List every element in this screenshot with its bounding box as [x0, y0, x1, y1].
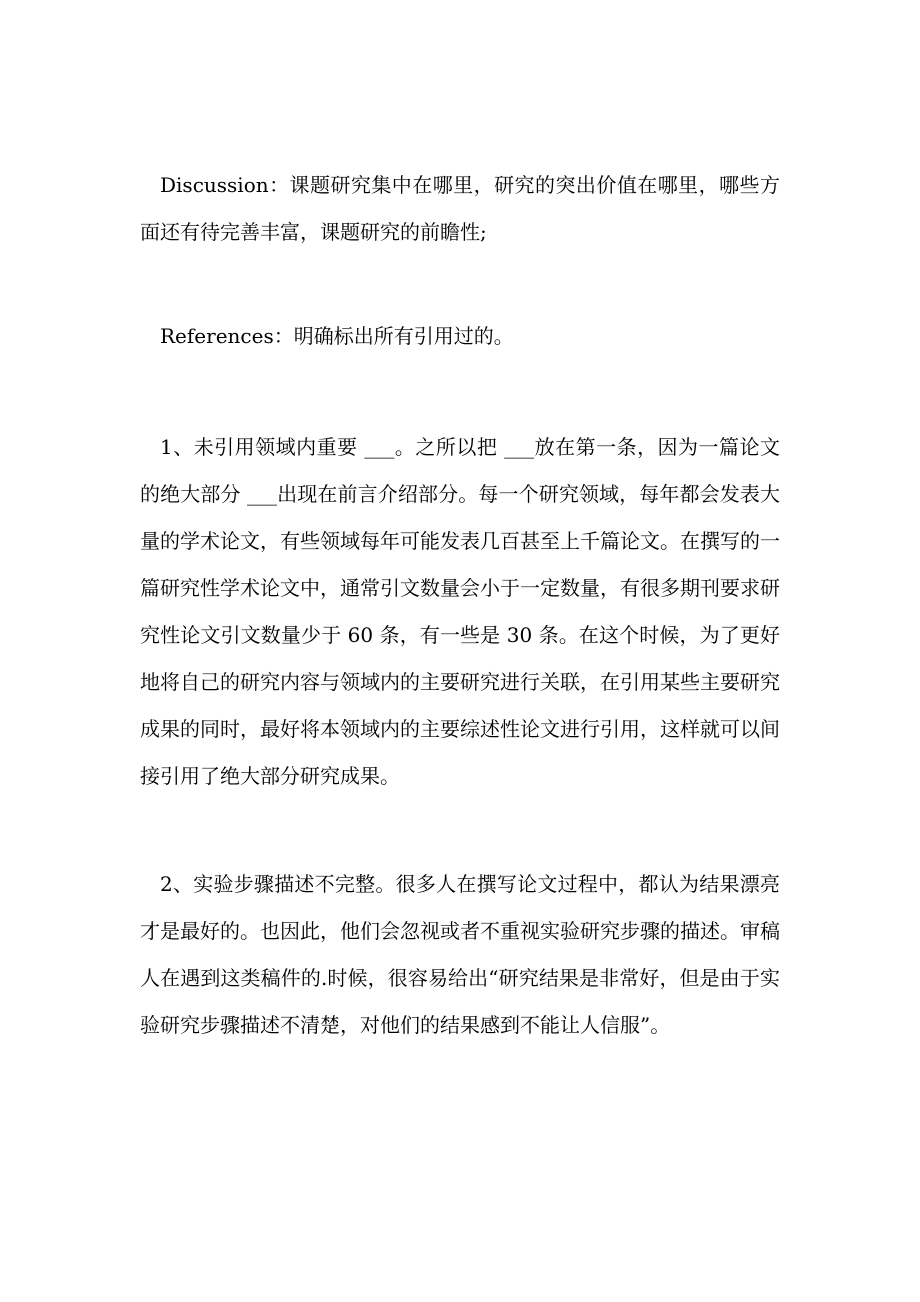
paragraph-spacer: [140, 256, 780, 313]
paragraph-item-2: 2、实验步骤描述不完整。很多人在撰写论文过程中，都认为结果漂亮才是最好的。也因此，他们会忽视或者不重视实验研究步骤的描述。审稿人在遇到这类稿件的.时候，很容易给出“研究结果是非常好，但是由于实验研究步骤描述不清楚，对他们的结果感到不能让人信服”。: [140, 872, 780, 1037]
paragraph-spacer: [140, 800, 780, 861]
document-body: [140, 162, 780, 1049]
paragraph-discussion: Discussion：课题研究集中在哪里，研究的突出价值在哪里，哪些方面还有待完善丰富，课题研究的前瞻性;: [140, 173, 780, 244]
paragraph-references: References：明确标出所有引用过的。: [160, 324, 514, 348]
paragraph-spacer: [140, 360, 780, 424]
paragraph-item-1: 1、未引用领域内重要 ___。之所以把 ___放在第一条，因为一篇论文的绝大部分 ___出现在前言介绍部分。每一个研究领域，每年都会发表大量的学术论文，有些领域每年可能发表几百甚至上千篇论文。在撰写的一篇研究性学术论文中，通常引文数量会小于一定数量，有很多期刊要求研究性论文引文数量少于 60 条，有一些是 30 条。在这个时候，为了更好地将自己的研究内容与领域内的主要研究进行关联，在引用某些主要研究成果的同时，最好将本领域内的主要综述性论文进行引用，这样就可以间接引用了绝大部分研究成果。: [140, 435, 780, 788]
